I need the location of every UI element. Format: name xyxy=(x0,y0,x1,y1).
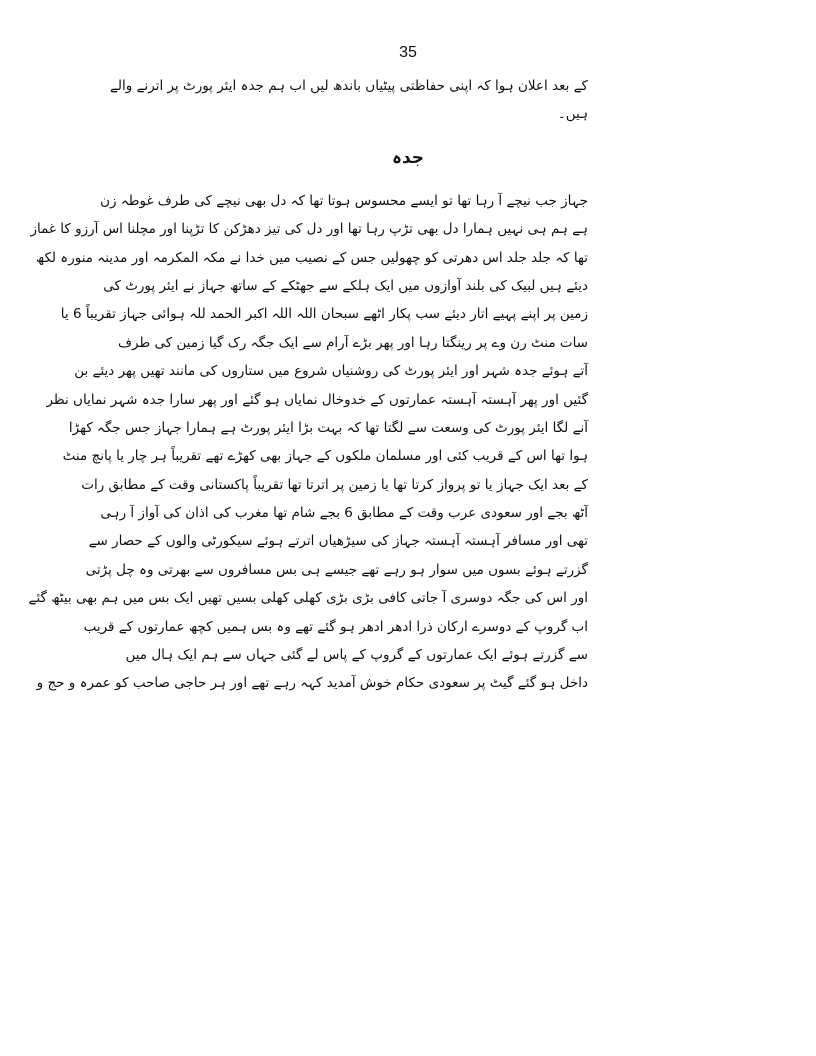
text-line: آنے لگا ایئر پورٹ کی وسعت سے لگتا تھا کہ بہت بڑا ایئر پورٹ ہے ہمارا جہاز جس جگہ کھڑا xyxy=(68,419,588,436)
page-body xyxy=(28,72,588,698)
text-line: داخل ہو گئے گیٹ پر سعودی حکام خوش آمدید کہہ رہے تھے اور ہر حاجی صاحب کو عمرہ و حج و xyxy=(36,675,588,692)
text-line: زمین پر اپنے پہیے اتار دیئے سب پکار اٹھے سبحان اللہ اللہ اکبر الحمد للہ ہوائی جہاز تقریباً 6 یا xyxy=(60,306,588,323)
section-heading: جدہ xyxy=(391,148,425,169)
text-line: آٹھ بجے اور سعودی عرب وقت کے مطابق 6 بجے شام تھا مغرب کی اذان کی آواز آ رہی xyxy=(100,505,588,522)
text-line: تھا کہ جلد جلد اس دھرتی کو چھولیں جس کے نصیب میں خدا نے مکہ المکرمہ اور مدینہ منورہ لکھ xyxy=(35,249,588,266)
text-line: ہے ہم ہی نہیں ہمارا دل بھی تڑپ رہا تھا اور دل کی تیز دھڑکن کا تڑپنا اور مچلنا اس آرزو کا غماز xyxy=(30,221,588,238)
text-line: سات منٹ رن وے پر رینگتا رہا اور پھر بڑے آرام سے ایک جگہ رک گیا زمین کی طرف xyxy=(118,334,588,351)
text-line: آتے ہوئے جدہ شہر اور ایئر پورٹ کی روشنیاں شروع میں ستاروں کی مانند تھیں پھر دیئے بن xyxy=(74,363,588,380)
text-line: کے بعد ایک جہاز یا تو پرواز کرتا تھا یا زمین پر اترتا تھا تقریباً پاکستانی وقت کے مطابق رات xyxy=(81,476,588,493)
text-line: تھی اور مسافر آہستہ آہستہ جہاز کی سیڑھیاں اترتے ہوئے سیکورٹی والوں کے حصار سے xyxy=(88,533,588,550)
text-line: ہوا تھا اس کے قریب کئی اور مسلمان ملکوں کے جہاز بھی کھڑے تھے تقریباً ہر چار یا پانچ منٹ xyxy=(62,448,588,465)
text-line: کے بعد اعلان ہوا کہ اپنی حفاظتی پیٹیاں باندھ لیں اب ہم جدہ ایئر پورٹ پر اترنے والے xyxy=(109,78,588,94)
text-line: سے گزرتے ہوئے ایک عمارتوں کے گروپ کے پاس لے گئی جہاں سے ہم ایک ہال میں xyxy=(125,647,588,664)
text-line: دیئے ہیں لبیک کی بلند آوازوں میں ایک ہلکے سے جھٹکے کے ساتھ جہاز نے ایئر پورٹ کی xyxy=(103,277,588,294)
text-line: گزرتے ہوئے بسوں میں سوار ہو رہے تھے جیسے ہی بس مسافروں سے بھرتی وہ چل پڑتی xyxy=(85,561,588,578)
text-line: اب گروپ کے دوسرے ارکان ذرا ادھر ادھر ہو گئے تھے وہ بس ہمیں کچھ عمارتوں کے قریب xyxy=(83,618,588,635)
text-line: گئیں اور پھر آہستہ آہستہ عمارتوں کے خدوخال نمایاں ہو گئے اور پھر سارا جدہ شہر نمایاں نظر xyxy=(46,391,588,408)
text-line: اور اس کی جگہ دوسری آ جاتی کافی بڑی بڑی کھلی کھلی بسیں تھیں ایک بس میں ہم بھی بیٹھ گئے xyxy=(28,590,588,607)
text-line: جہاز جب نیچے آ رہا تھا تو ایسے محسوس ہوتا تھا کہ دل بھی نیچے کی طرف غوطہ زن xyxy=(100,192,588,209)
page-number: 35 xyxy=(399,44,417,61)
text-line: ہیں۔ xyxy=(557,106,588,123)
section-heading-container xyxy=(228,129,588,187)
